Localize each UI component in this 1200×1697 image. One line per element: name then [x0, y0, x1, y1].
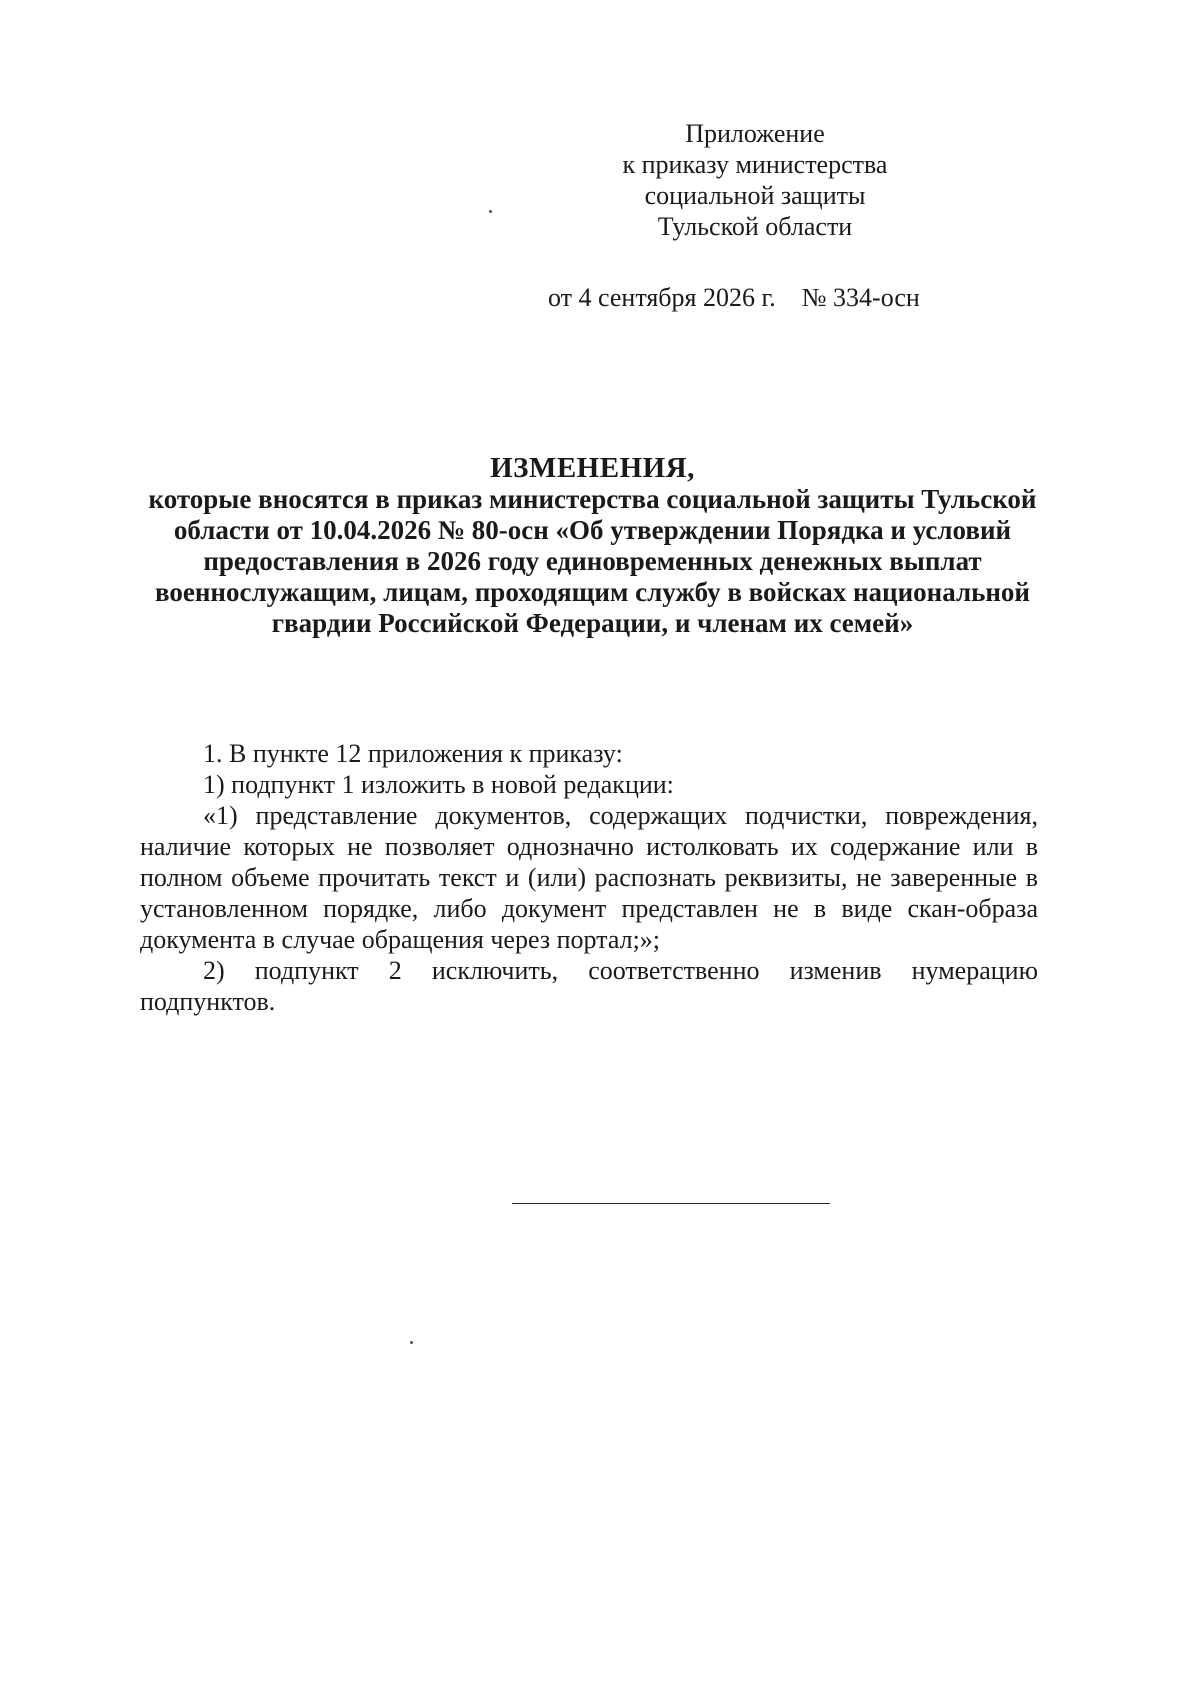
appendix-line: к приказу министерства: [622, 150, 888, 179]
title-line: гвардии Российской Федерации, и членам их семей»: [271, 608, 914, 638]
order-date: от 4 сентября 2026 г.: [548, 283, 776, 312]
subitem-2-line-2: подпунктов.: [140, 987, 276, 1016]
appendix-line: Приложение: [685, 119, 825, 148]
title-line: которые вносятся в приказ министерства социальной защиты Тульской: [148, 484, 1037, 514]
title-heading: ИЗМЕНЕНИЯ,: [490, 452, 695, 484]
appendix-line: Тульской области: [657, 212, 853, 241]
document-body: [140, 738, 1038, 1017]
appendix-line: социальной защиты: [644, 181, 866, 210]
subitem-1: 1) подпункт 1 изложить в новой редакции:: [203, 770, 674, 799]
title-line: предоставления в 2026 году единовременных денежных выплат: [203, 546, 982, 576]
item-1: 1. В пункте 12 приложения к приказу:: [203, 739, 623, 768]
quoted-text: «1) представление документов, содержащих подчистки, повреждения, наличие которых не позволяет однозначно истолковать их содержание или в полном объеме прочитать текст и (или) распознать реквизиты, не заверенные в установленном порядке, либо документ представлен не в виде скан-образа документа в случае обращения через портал;»;: [140, 801, 1038, 954]
subitem-2-line-1: 2) подпункт 2 исключить, соответственно изменив нумерацию: [203, 956, 1038, 985]
document-title: [140, 453, 1045, 639]
order-number: № 334-осн: [801, 283, 920, 312]
order-reference: [548, 282, 920, 313]
appendix-header: [585, 118, 925, 242]
title-line: военнослужащим, лицам, проходящим службу в войсках национальной: [155, 577, 1030, 607]
scan-speck: [489, 210, 492, 213]
end-divider-line: [512, 1203, 830, 1204]
title-line: области от 10.04.2026 № 80-осн «Об утверждении Порядка и условий: [173, 515, 1012, 545]
scan-speck: [410, 1341, 413, 1344]
